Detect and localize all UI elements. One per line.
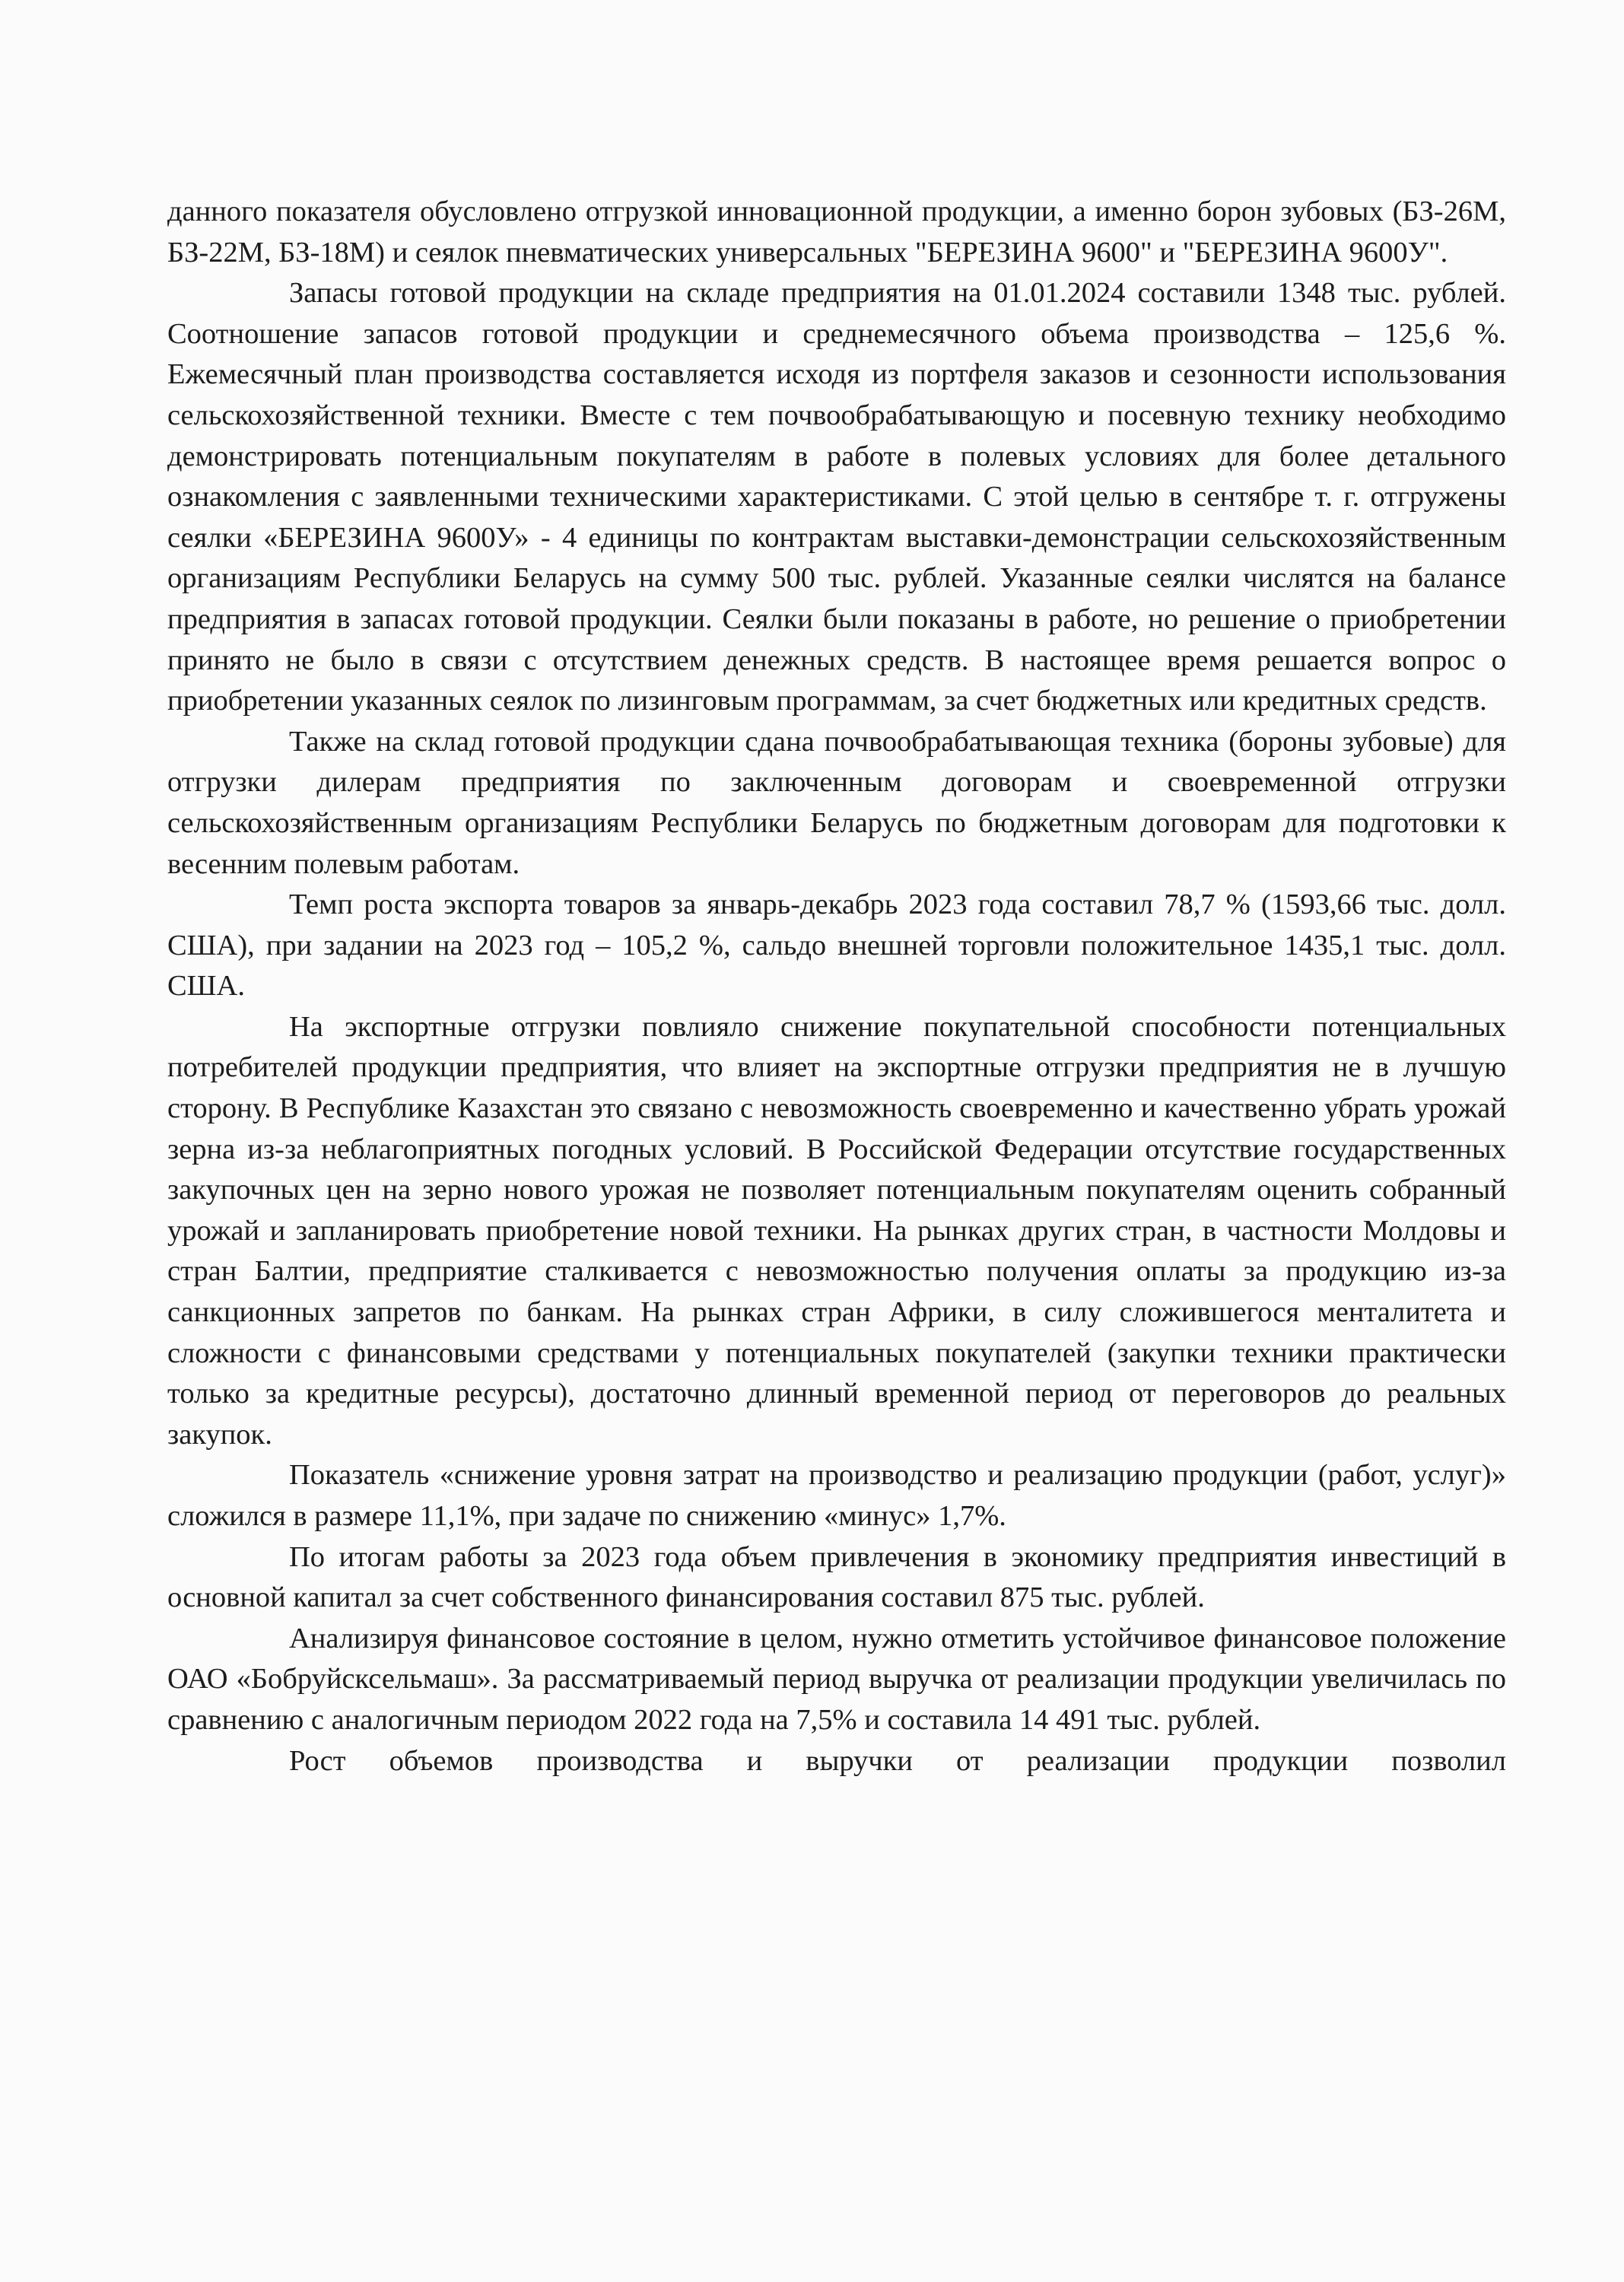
paragraph-6: Показатель «снижение уровня затрат на производство и реализацию продукции (работ, услуг)» сложился в размере 11,1%, при задаче по снижению «минус» 1,7%. bbox=[167, 1459, 1506, 1532]
paragraph-4: Темп роста экспорта товаров за январь-декабрь 2023 года составил 78,7 % (1593,66 тыс. долл. США), при задании на 2023 год – 105,2 %, сальдо внешней торговли положительное 1435,1 тыс. долл. США. bbox=[167, 888, 1506, 1003]
paragraph-3: Также на склад готовой продукции сдана почвообрабатывающая техника (бороны зубовые) для отгрузки дилерам предприятия по заключенным договорам и своевременной отгрузки сельскохозяйственным организациям Республики Беларусь по бюджетным договорам для подготовки к весенним полевым работам. bbox=[167, 725, 1506, 880]
paragraph-2: Запасы готовой продукции на складе предприятия на 01.01.2024 составили 1348 тыс. рублей. Соотношение запасов готовой продукции и среднемесячного объема производства – 125,6 %. Ежемесячный план производства составляется исходя из портфеля заказов и сезонности использования сельскохозяйственной техники. Вместе с тем почвообрабатывающую и посевную технику необходимо демонстрировать потенциальным покупателям в работе в полевых условиях для более детального ознакомления с заявленными техническими характеристиками. С этой целью в сентябре т. г. отгружены сеялки «БЕРЕЗИНА 9600У» - 4 единицы по контрактам выставки-демонстрации сельскохозяйственным организациям Республики Беларусь на сумму 500 тыс. рублей. Указанные сеялки числятся на балансе предприятия в запасах готовой продукции. Сеялки были показаны в работе, но решение о приобретении принято не было в связи с отсутствием денежных средств. В настоящее время решается вопрос о приобретении указанных сеялок по лизинговым программам, за счет бюджетных или кредитных средств. bbox=[167, 277, 1506, 717]
paragraph-1: данного показателя обусловлено отгрузкой инновационной продукции, а именно борон зубовых (БЗ-26М, БЗ-22М, БЗ-18М) и сеялок пневматических универсальных "БЕРЕЗИНА 9600" и "БЕРЕЗИНА 9600У". bbox=[167, 195, 1506, 269]
paragraph-9: Рост объемов производства и выручки от реализации продукции позволил bbox=[289, 1744, 1506, 1777]
paragraph-8: Анализируя финансовое состояние в целом, нужно отметить устойчивое финансовое положение ОАО «Бобруйсксельмаш». За рассматриваемый период выручка от реализации продукции увеличилась по сравнению с аналогичным периодом 2022 года на 7,5% и составила 14 491 тыс. рублей. bbox=[167, 1622, 1506, 1736]
document-page bbox=[167, 192, 1506, 1781]
paragraph-5: На экспортные отгрузки повлияло снижение покупательной способности потенциальных потребителей продукции предприятия, что влияет на экспортные отгрузки предприятия не в лучшую сторону. В Республике Казахстан это связано с невозможность своевременно и качественно убрать урожай зерна из-за неблагоприятных погодных условий. В Российской Федерации отсутствие государственных закупочных цен на зерно нового урожая не позволяет потенциальным покупателям оценить собранный урожай и запланировать приобретение новой техники. На рынках других стран, в частности Молдовы и стран Балтии, предприятие сталкивается с невозможностью получения оплаты за продукцию из-за санкционных запретов по банкам. На рынках стран Африки, в силу сложившегося менталитета и сложности с финансовыми средствами у потенциальных покупателей (закупки техники практически только за кредитные ресурсы), достаточно длинный временной период от переговоров до реальных закупок. bbox=[167, 1010, 1506, 1451]
paragraph-7: По итогам работы за 2023 года объем привлечения в экономику предприятия инвестиций в основной капитал за счет собственного финансирования составил 875 тыс. рублей. bbox=[167, 1540, 1506, 1614]
